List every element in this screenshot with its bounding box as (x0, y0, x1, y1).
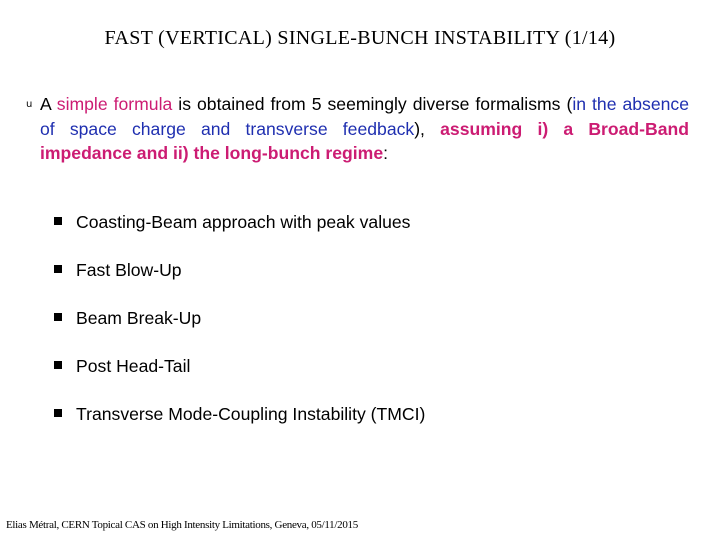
list-item-label: Fast Blow-Up (76, 260, 182, 280)
para-text: is obtained from 5 seemingly diverse formalisms ( (172, 94, 573, 114)
highlight-assumptions: assuming i) a Broad-Band impedance and ii) the long-bunch regime (40, 118, 690, 163)
list-item-label: Transverse Mode-Coupling Instability (TMCI) (76, 404, 426, 424)
bullet-marker: u (26, 99, 33, 110)
para-text: : (383, 143, 389, 163)
square-bullet-icon (54, 265, 62, 273)
para-text: ), (414, 118, 441, 139)
list-item-label: Coasting-Beam approach with peak values (76, 212, 411, 232)
square-bullet-icon (54, 313, 62, 321)
list-item (54, 212, 410, 233)
list-item (54, 356, 190, 377)
list-item-label: Beam Break-Up (76, 308, 202, 328)
para-text: A (40, 94, 57, 114)
footer-credit: Elias Métral, CERN Topical CAS on High Intensity Limitations, Geneva, 05/11/2015 (6, 519, 358, 531)
main-paragraph (40, 92, 689, 166)
highlight-conditions: in the absence of space charge and transverse feedback (40, 94, 690, 139)
list-item (54, 308, 201, 329)
list-item (54, 260, 182, 281)
list-item-label: Post Head-Tail (76, 356, 191, 376)
square-bullet-icon (54, 409, 62, 417)
highlight-simple-formula: simple formula (56, 94, 173, 114)
square-bullet-icon (54, 217, 62, 225)
list-item (54, 404, 425, 425)
square-bullet-icon (54, 361, 62, 369)
slide-title: FAST (VERTICAL) SINGLE-BUNCH INSTABILITY (1/14) (104, 27, 616, 49)
